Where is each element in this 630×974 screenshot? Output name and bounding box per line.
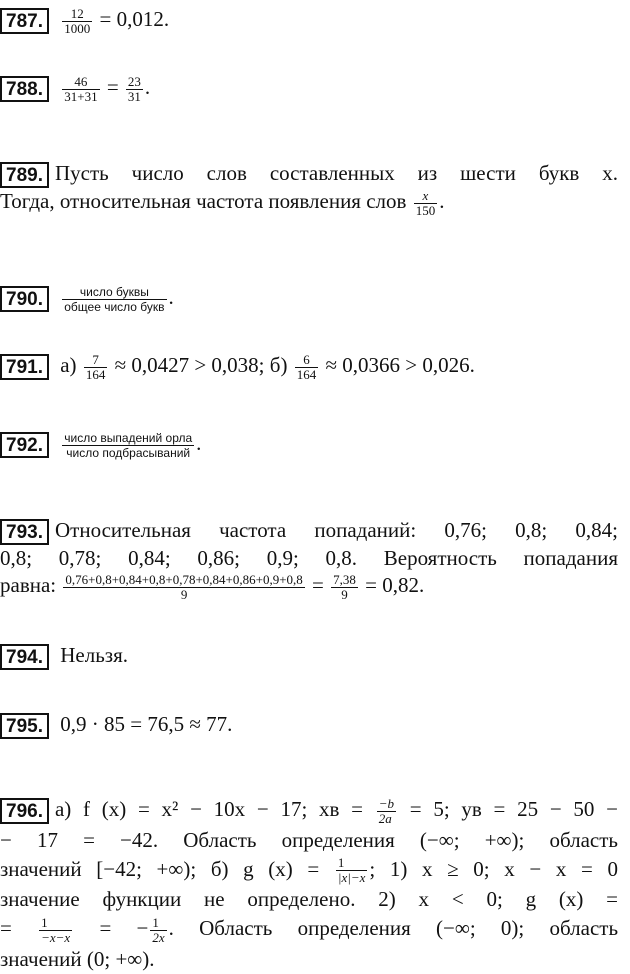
answer-line-1 (0, 517, 618, 545)
fraction (377, 797, 396, 826)
answer-text: . Область определения (−∞; 0); область (168, 916, 619, 941)
problem-792 (0, 430, 618, 460)
problem-795 (0, 711, 618, 739)
problem-number: 795. (0, 713, 49, 739)
answer-line-2: 0,8; 0,78; 0,84; 0,86; 0,9; 0,8. Вероятность попадания (0, 546, 618, 571)
fraction (62, 285, 166, 314)
numerator: 46 (62, 75, 99, 90)
fraction (126, 75, 143, 104)
answer-text: ≈ 0,0366 > 0,026. (325, 353, 475, 377)
part-a-label: а) (60, 353, 77, 377)
denominator: 2x (152, 930, 165, 946)
problem-number: 796. (0, 798, 49, 824)
numerator: 1 (336, 856, 367, 871)
answer-text: = 5; yв = 25 − 50 − (409, 797, 619, 821)
answer-text: значений [−42; +∞); б) g (x) = (0, 856, 320, 881)
denominator: 1000 (64, 20, 91, 36)
problem-793 (0, 517, 618, 602)
answer-line-3 (0, 855, 618, 886)
answer-text: Тогда, относительная частота появления слов (0, 189, 407, 214)
period: . (144, 75, 151, 99)
answer-line-3 (0, 572, 618, 602)
denominator: 164 (296, 366, 317, 382)
answer-line-1 (0, 160, 618, 188)
problem-787 (0, 6, 618, 36)
problem-number: 793. (0, 519, 49, 545)
denominator: 31+31 (64, 88, 98, 104)
answer-text: Нельзя. (60, 643, 128, 667)
problem-number: 792. (0, 432, 49, 458)
numerator: 1 (39, 916, 72, 931)
numerator: 0,76+0,8+0,84+0,8+0,78+0,84+0,86+0,9+0,8 (65, 571, 303, 587)
fraction (62, 7, 92, 36)
problem-791 (0, 352, 618, 382)
problem-number: 787. (0, 8, 49, 34)
answer-text: Пусть число слов составленных из шести букв x. (54, 161, 618, 185)
equals-sign: = (312, 573, 324, 598)
answer-text: равна: (0, 573, 57, 598)
denominator: число подбрасываний (66, 445, 191, 460)
answer-text: = (0, 916, 12, 941)
denominator: 150 (415, 202, 436, 218)
problem-796 (0, 795, 618, 974)
denominator: 9 (341, 586, 348, 602)
fraction (336, 856, 367, 885)
answer-line-5 (0, 914, 618, 945)
problem-number: 790. (0, 286, 49, 312)
denominator: −x−x (41, 930, 71, 946)
numerator: x (414, 189, 438, 204)
numerator: число буквы (62, 285, 166, 300)
problem-794 (0, 642, 618, 670)
problem-number: 789. (0, 162, 49, 188)
numerator: −b (378, 795, 395, 811)
period: . (196, 431, 202, 455)
denominator: 164 (85, 366, 106, 382)
answer-text: 0,9 · 85 = 76,5 ≈ 77. (60, 712, 233, 736)
numerator: число выпадений орла (64, 430, 193, 445)
answer-text: = 0,82. (365, 573, 425, 598)
fraction (295, 353, 319, 382)
denominator: общее число букв (64, 299, 165, 314)
answer-text: Относительная частота попаданий: 0,76; 0,8; 0,84; (54, 518, 618, 542)
answer-text: а) f (x) = x² − 10x − 17; xв = (54, 797, 364, 821)
fraction (150, 916, 166, 945)
answer-line-2: − 17 = −42. Область определения (−∞; +∞); область (0, 827, 618, 852)
answer-line-1 (0, 795, 618, 826)
denominator: 31 (127, 88, 141, 104)
equals-sign: = (106, 75, 119, 99)
denominator: 9 (180, 586, 188, 602)
answer-line-4: значение функции не определено. 2) x < 0; g (x) = (0, 887, 618, 912)
period: . (168, 285, 174, 309)
answer-text: = − (99, 916, 149, 941)
fraction (63, 573, 304, 602)
period: . (439, 189, 445, 214)
answer-text: ≈ 0,0427 > 0,038; (114, 353, 265, 377)
problem-790 (0, 284, 618, 314)
problem-number: 791. (0, 354, 49, 380)
numerator: 1 (150, 916, 166, 931)
answer-line-2 (0, 188, 618, 218)
answer-text: ; 1) x ≥ 0; x − x = 0 (369, 856, 618, 881)
numerator: 12 (62, 7, 92, 22)
problem-number: 788. (0, 76, 49, 102)
numerator: 7 (84, 353, 108, 368)
fraction (414, 189, 438, 218)
numerator: 6 (295, 353, 319, 368)
numerator: 7,38 (333, 571, 356, 587)
fraction (62, 75, 99, 104)
fraction (62, 431, 194, 460)
answer-line-6: значений (0; +∞). (0, 947, 155, 972)
denominator: |x|−x (337, 870, 366, 886)
problem-789 (0, 160, 618, 218)
answer-text: = 0,012. (99, 7, 170, 31)
fraction (39, 916, 72, 945)
fraction (84, 353, 108, 382)
numerator: 23 (127, 73, 141, 89)
fraction (331, 573, 358, 602)
problem-788 (0, 74, 618, 104)
denominator: 2a (378, 810, 392, 826)
problem-number: 794. (0, 644, 49, 670)
part-b-label: б) (269, 353, 288, 377)
